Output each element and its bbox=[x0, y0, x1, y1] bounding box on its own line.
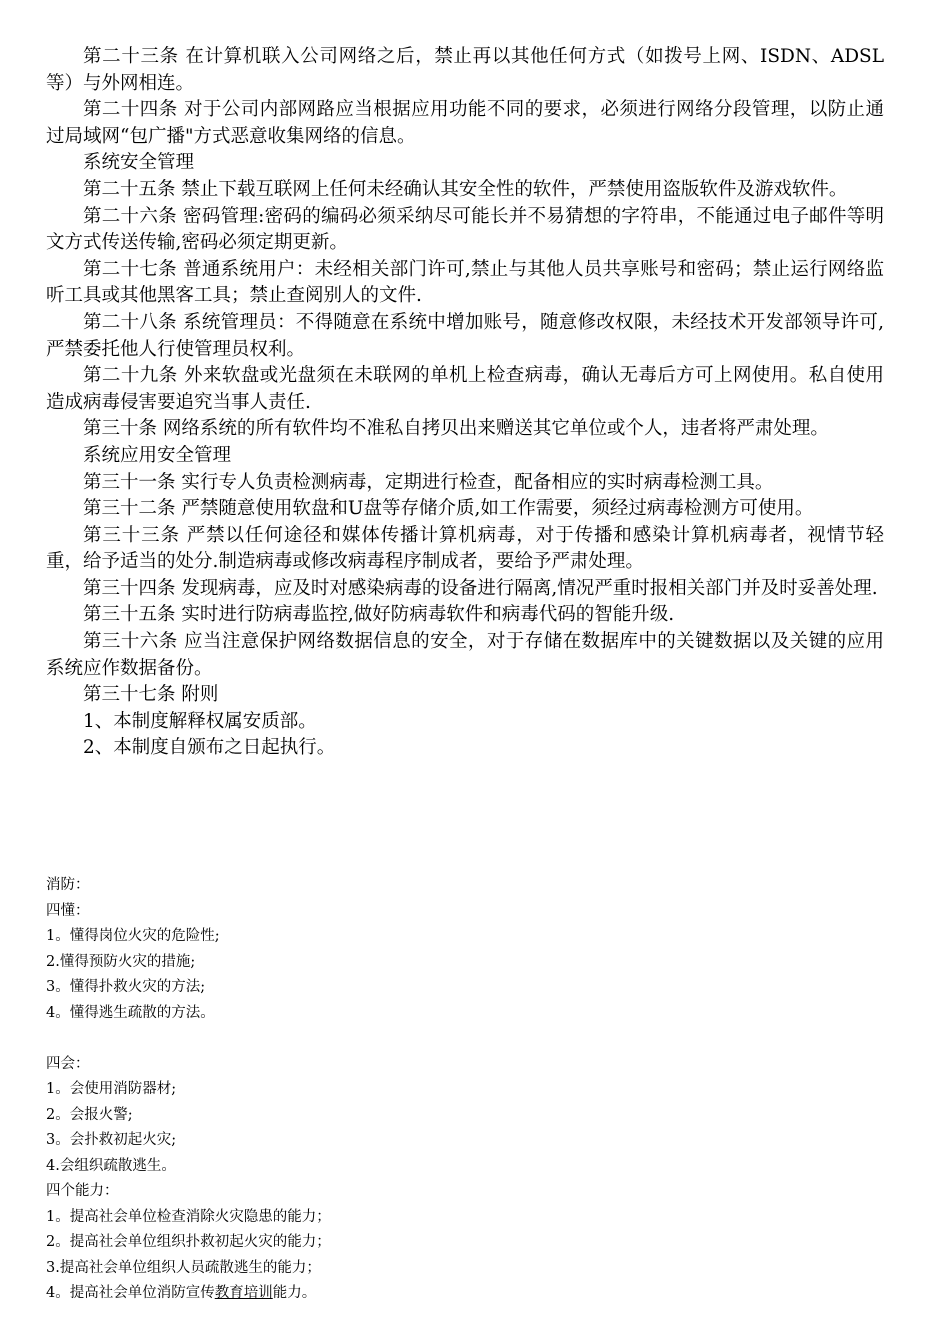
article-28: 第二十八条 系统管理员：不得随意在系统中增加账号，随意修改权限，未经技术开发部领导许可,严禁委托他人行使管理员权利。 bbox=[46, 311, 884, 360]
article-35: 第三十五条 实时进行防病毒监控,做好防病毒软件和病毒代码的智能升级. bbox=[83, 604, 675, 626]
list-item: 4.会组织疏散逃生。 bbox=[46, 1157, 176, 1174]
four-abilities-label: 四个能力： bbox=[46, 1183, 119, 1199]
article-25: 第二十五条 禁止下载互联网上任何未经确认其安全性的软件，严禁使用盗版软件及游戏软件。 bbox=[83, 178, 848, 200]
network-security-rules bbox=[46, 44, 884, 762]
appendix-item-1: 1、本制度解释权属安质部。 bbox=[83, 710, 317, 732]
article-27: 第二十七条 普通系统用户：未经相关部门许可,禁止与其他人员共享账号和密码；禁止运行网络监听工具或其他黑客工具；禁止查阅别人的文件. bbox=[46, 258, 884, 307]
article-24: 第二十四条 对于公司内部网路应当根据应用功能不同的要求，必须进行网络分段管理，以防止通过局域网“包广播"方式恶意收集网络的信息。 bbox=[46, 99, 884, 147]
list-item: 3。懂得扑救火灾的方法; bbox=[46, 979, 206, 995]
article-23: 第二十三条 在计算机联入公司网络之后，禁止再以其他任何方式（如拨号上网、ISDN、ADSL等）与外网相连。 bbox=[46, 46, 884, 94]
fire-title: 消防： bbox=[46, 877, 90, 893]
list-item: 3。会扑救初起火灾; bbox=[46, 1132, 177, 1148]
section-heading-system-security: 系统安全管理 bbox=[83, 152, 195, 174]
list-item bbox=[46, 1281, 884, 1307]
article-37: 第三十七条 附则 bbox=[83, 684, 219, 706]
ability-4-suffix: 能力。 bbox=[272, 1285, 317, 1301]
article-26: 第二十六条 密码管理:密码的编码必须采纳尽可能长并不易猜想的字符串，不能通过电子邮件等明文方式传送传输,密码必须定期更新。 bbox=[46, 205, 884, 254]
ability-4-prefix: 4。提高社会单位消防宣传 bbox=[46, 1285, 215, 1301]
article-33: 第三十三条 严禁以任何途径和媒体传播计算机病毒，对于传播和感染计算机病毒者，视情节轻重，给予适当的处分.制造病毒或修改病毒程序制成者，要给予严肃处理。 bbox=[46, 524, 884, 573]
appendix-item-2: 2、本制度自颁布之日起执行。 bbox=[83, 737, 336, 759]
list-item: 1。提高社会单位检查消除火灾隐患的能力； bbox=[46, 1208, 331, 1225]
fire-safety-notes bbox=[46, 873, 884, 1307]
spacer bbox=[46, 1026, 884, 1052]
list-item: 3.提高社会单位组织人员疏散逃生的能力； bbox=[46, 1259, 321, 1276]
list-item: 2。会报火警; bbox=[46, 1106, 133, 1123]
list-item: 1。懂得岗位火灾的危险性; bbox=[46, 928, 220, 944]
article-30: 第三十条 网络系统的所有软件均不准私自拷贝出来赠送其它单位或个人，违者将严肃处理。 bbox=[83, 418, 829, 440]
list-item: 2。提高社会单位组织扑救初起火灾的能力； bbox=[46, 1234, 331, 1250]
underlined-link-text[interactable]: 教育培训 bbox=[214, 1285, 273, 1301]
article-32: 第三十二条 严禁随意使用软盘和U盘等存储介质,如工作需要，须经过病毒检测方可使用。 bbox=[83, 498, 814, 520]
article-31: 第三十一条 实行专人负责检测病毒，定期进行检查，配备相应的实时病毒检测工具。 bbox=[83, 471, 774, 493]
four-can-label: 四会： bbox=[46, 1055, 90, 1072]
list-item: 2.懂得预防火灾的措施; bbox=[46, 953, 196, 970]
list-item: 4。懂得逃生疏散的方法。 bbox=[46, 1004, 215, 1021]
list-item: 1。会使用消防器材; bbox=[46, 1081, 177, 1097]
article-34: 第三十四条 发现病毒，应及时对感染病毒的设备进行隔离,情况严重时报相关部门并及时妥善处理. bbox=[83, 577, 878, 599]
section-heading-application-security: 系统应用安全管理 bbox=[83, 444, 232, 466]
article-29: 第二十九条 外来软盘或光盘须在未联网的单机上检查病毒，确认无毒后方可上网使用。私自使用造成病毒侵害要追究当事人责任. bbox=[46, 365, 884, 413]
four-understand-label: 四懂： bbox=[46, 902, 90, 919]
article-36: 第三十六条 应当注意保护网络数据信息的安全，对于存储在数据库中的关键数据以及关键的应用系统应作数据备份。 bbox=[46, 631, 884, 679]
